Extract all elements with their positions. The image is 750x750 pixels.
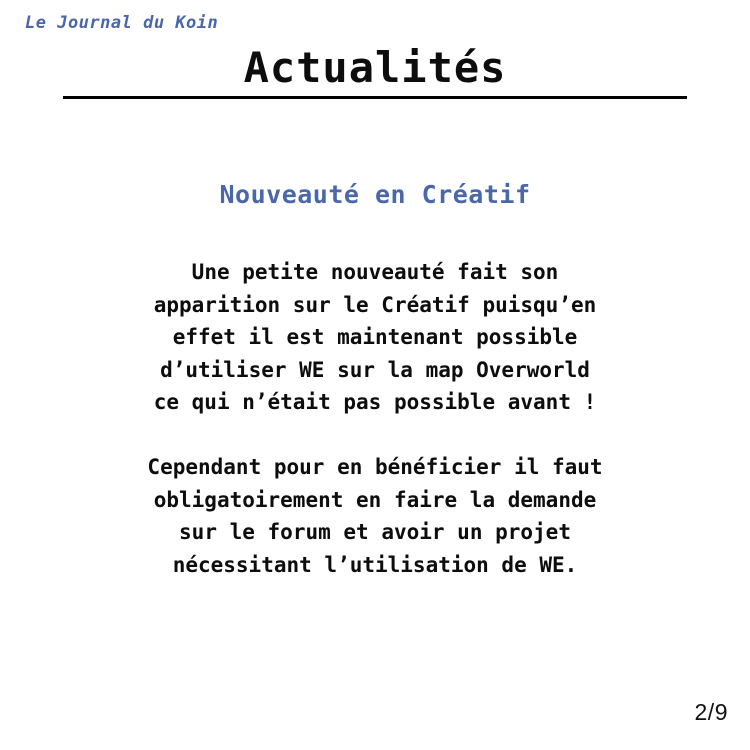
page-indicator: 2/9	[694, 699, 728, 725]
paragraph-2	[0, 451, 750, 581]
article-body	[0, 256, 750, 614]
title-divider	[63, 96, 687, 99]
article-heading: Nouveauté en Créatif	[219, 180, 531, 209]
paragraph-1	[0, 256, 750, 419]
page-title: Actualités	[243, 43, 507, 92]
paragraph-line: Cependant pour en bénéficier il faut	[147, 455, 603, 479]
paragraph-line: nécessitant l’utilisation de WE.	[172, 552, 578, 577]
paragraph-line: ce qui n’était pas possible avant !	[153, 390, 597, 414]
paragraph-line: obligatoirement en faire la demande	[153, 487, 597, 512]
paragraph-line: effet il est maintenant possible	[172, 325, 578, 349]
masthead	[0, 44, 750, 99]
paragraph-line: apparition sur le Créatif puisqu’en	[153, 292, 597, 317]
paragraph-line: sur le forum et avoir un projet	[179, 520, 571, 544]
paragraph-line: Une petite nouveauté fait son	[191, 260, 559, 284]
paragraph-line: d’utiliser WE sur la map Overworld	[160, 357, 590, 382]
brand-title: Le Journal du Koin	[25, 13, 219, 33]
